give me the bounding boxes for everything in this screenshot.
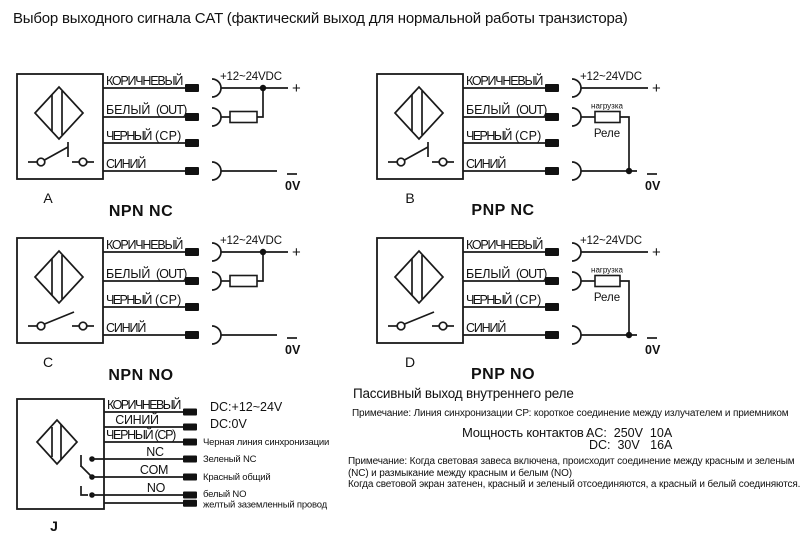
wire-label-black: ЧЕРНЫЙ: [106, 129, 152, 143]
no-switch-icon: [388, 312, 454, 330]
nc-switch-icon: [388, 142, 454, 166]
wire-label-out: (OUT): [516, 103, 547, 117]
contact-rating-dc: DC: 30V 16A: [589, 438, 673, 452]
load-resistor-icon: [221, 85, 266, 123]
sensor-icon: [17, 238, 103, 343]
zero-volt-label: 0V: [285, 343, 301, 357]
yellow-ground-label: желтый заземленный провод: [203, 499, 327, 511]
relay-label: Реле: [593, 292, 621, 304]
wire-label-black: ЧЕРНЫЙ (СР): [106, 428, 176, 442]
wire-label-cp: (СР): [515, 293, 541, 307]
red-common-label: Красный общий: [203, 472, 271, 483]
output-type-label: NPN NO: [108, 367, 174, 384]
wire-label-blue: СИНИЙ: [115, 413, 159, 427]
contact-rating-label: Мощность контактов :: [462, 425, 591, 440]
wire-label-cp: (СР): [155, 129, 181, 143]
diagram-a-npn-nc: [17, 71, 301, 220]
output-type-label: NPN NC: [108, 203, 174, 220]
plus-terminal-label: +: [652, 244, 661, 261]
wire-label-cp: (СР): [155, 293, 181, 307]
wire-label-white: БЕЛЫЙ: [466, 103, 510, 117]
output-type-label: PNP NO: [470, 366, 536, 383]
diagram-d-pnp-no: [377, 235, 661, 383]
relay-load-icon: [581, 112, 632, 175]
plus-terminal-label: +: [292, 244, 301, 261]
wire-label-com: COM: [139, 463, 169, 477]
wire-label-blue: СИНИЙ: [106, 157, 146, 171]
wire-label-cp: (СР): [515, 129, 541, 143]
wire-label-brown: КОРИЧНЕВЫЙ: [466, 74, 543, 88]
sensor-icon: [37, 420, 77, 464]
load-label: нагрузка: [591, 101, 623, 111]
sensor-icon: [377, 74, 463, 179]
wire-label-brown: КОРИЧНЕВЫЙ: [466, 238, 543, 252]
wire-label-white: БЕЛЫЙ: [106, 267, 150, 281]
wire-label-no: NO: [146, 481, 166, 495]
zero-volt-label: 0V: [645, 179, 661, 193]
passive-output-title: Пассивный выход внутреннего реле: [353, 386, 574, 401]
wire-label-white: БЕЛЫЙ: [106, 103, 150, 117]
zero-volt-label: 0V: [645, 343, 661, 357]
no-switch-icon: [28, 312, 94, 330]
zero-volt-label: 0V: [285, 179, 301, 193]
wire-label-blue: СИНИЙ: [466, 321, 506, 335]
diagram-b-pnp-nc: [377, 71, 661, 219]
green-nc-label: Зеленый NC: [203, 454, 257, 465]
load-label: нагрузка: [591, 265, 623, 275]
plus-terminal-label: +: [292, 80, 301, 97]
supply-voltage-label: +12~24VDC: [220, 235, 282, 247]
wire-label-brown: КОРИЧНЕВЫЙ: [107, 398, 181, 412]
diagram-letter: J: [50, 518, 58, 534]
wire-label-brown: КОРИЧНЕВЫЙ: [106, 74, 183, 88]
diagram-letter: B: [405, 190, 415, 206]
wire-label-white: БЕЛЫЙ: [466, 267, 510, 281]
output-type-label: PNP NC: [471, 202, 535, 219]
wire-label-blue: СИНИЙ: [466, 157, 506, 171]
wire-label-blue: СИНИЙ: [106, 321, 146, 335]
curtain-note-line2: (NC) и размыкание между красным и белым (NO): [348, 467, 572, 479]
wire-label-black: ЧЕРНЫЙ: [466, 129, 512, 143]
relay-load-icon: [581, 276, 632, 339]
dc-supply-label: DC:+12~24V: [210, 400, 283, 414]
relay-label: Реле: [593, 128, 621, 140]
sync-line-label: Черная линия синхронизации: [203, 437, 330, 448]
wire-label-out: (OUT): [156, 267, 187, 281]
sensor-icon: [377, 238, 463, 343]
wire-label-nc: NC: [146, 445, 164, 459]
curtain-note-line3: Когда световой экран затенен, красный и зеленый отсоединяются, а красный и белый соединяются.: [348, 479, 800, 490]
white-no-label: белый NO: [203, 489, 247, 500]
contact-rating-ac: AC: 250V 10A: [586, 426, 673, 440]
sync-note: Примечание: Линия синхронизации СР: короткое соединение между излучателем и приемником: [352, 408, 789, 419]
nc-switch-icon: [28, 142, 94, 166]
wire-label-out: (OUT): [156, 103, 187, 117]
curtain-note-line1: Примечание: Когда световая завеса включена, происходит соединение между красным и зеленым: [348, 456, 795, 467]
diagram-c-npn-no: [17, 235, 301, 384]
diagram-letter: D: [404, 354, 416, 370]
diagram-letter: C: [42, 354, 54, 370]
wire-label-black: ЧЕРНЫЙ: [466, 293, 512, 307]
supply-voltage-label: +12~24VDC: [580, 71, 642, 83]
diagram-letter: A: [43, 190, 53, 206]
plus-terminal-label: +: [652, 80, 661, 97]
load-resistor-icon: [221, 249, 266, 287]
sensor-icon: [17, 74, 103, 179]
dc-zero-label: DC:0V: [210, 417, 247, 431]
supply-voltage-label: +12~24VDC: [220, 71, 282, 83]
page-title: Выбор выходного сигнала CAT (фактический выход для нормальной работы транзистора): [13, 10, 628, 27]
wire-label-out: (OUT): [516, 267, 547, 281]
wire-label-brown: КОРИЧНЕВЫЙ: [106, 238, 183, 252]
diagram-j-relay: [17, 397, 329, 534]
wire-label-black: ЧЕРНЫЙ: [106, 293, 152, 307]
supply-voltage-label: +12~24VDC: [580, 235, 642, 247]
